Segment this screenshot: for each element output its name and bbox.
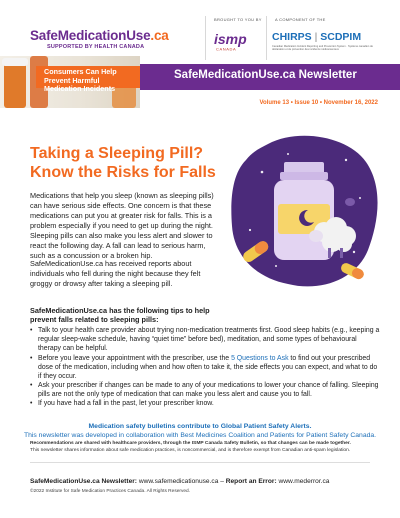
scdpim-text: SCDPIM — [320, 31, 362, 43]
report-link[interactable]: www.mederror.ca — [278, 478, 330, 485]
newsletter-title: SafeMedicationUse.ca Newsletter — [174, 69, 357, 81]
recommendations-text: This newsletter shares information about safe medication practices, is noncommercial, and is therefore exempt from Canadian anti-spam legislation. — [30, 447, 351, 453]
header-divider — [266, 16, 267, 60]
logo-ca-text: .ca — [150, 28, 169, 43]
bulletin-note — [0, 423, 400, 441]
tips-list — [30, 326, 380, 409]
ismp-logo-sub: CANADA — [216, 46, 237, 52]
copyright: ©2022 Institute for Safe Medication Practices Canada. All Rights Reserved. — [30, 489, 191, 494]
ismp-canada-logo[interactable] — [212, 30, 256, 52]
footer-divider — [30, 462, 370, 463]
footer-contact: SafeMedicationUse.ca Newsletter: www.safemedicationuse.ca – Report an Error: www.mederror.ca — [30, 478, 330, 485]
newsletter-header — [0, 0, 400, 108]
article-headline: Taking a Sleeping Pill? Know the Risks for Falls — [30, 145, 216, 181]
bottle-cap — [2, 58, 28, 66]
article-paragraph: Medications that help you sleep (known as sleeping pills) can have serious side effects. One concern is that these medications can put you at greater risk for falls. This is a problem especially if you need to get up during the night. Sleeping pills can also make you less alert and slower to react the following day. A fall can lead to serious harm, such as a concussion or a broken hip. — [30, 191, 214, 260]
list-item: • Before you leave your appointment with the prescriber, use the 5 Questions to Ask to find out your prescribed dose of the medication, including when and how often to take it, the side effects you can expect, and what to do if they occur. — [30, 354, 380, 382]
brought-to-you-label: BROUGHT TO YOU BY — [214, 17, 262, 22]
list-item: • Ask your prescriber if changes can be made to any of your medications to lower your chance of falling. Sleeping pills are not the only type of medication that can make you less alert and cause you to fall. — [30, 381, 380, 399]
report-label: Report an Error: — [225, 478, 277, 485]
safemedicationuse-logo[interactable] — [30, 28, 169, 43]
chirps-scdpim-logo[interactable]: CHIRPS | SCDPIM — [272, 31, 362, 43]
pill-bottle-orange — [4, 62, 26, 108]
bulletin-line-1: Medication safety bulletins contribute to Global Patient Safety Alerts. — [88, 423, 312, 430]
component-label: A COMPONENT OF THE — [275, 17, 326, 22]
ismp-logo-text: ismp — [214, 31, 247, 47]
recommendations-bold: Recommendations are shared with healthcare providers, through the ISMP Canada Safety Bulletin, so that changes can be made together. — [30, 441, 351, 446]
tagline-text: Consumers Can Help Prevent Harmful Medication Incidents — [44, 67, 117, 94]
issue-info: Volume 13 • Issue 10 • November 16, 2022 — [259, 100, 378, 106]
contact-link[interactable]: www.safemedicationuse.ca — [138, 478, 219, 485]
list-item: • If you have had a fall in the past, let your prescriber know. — [30, 399, 380, 408]
article-paragraph: SafeMedicationUse.ca has received reports about individuals who fell during the night because they felt groggy or drowsy after taking a sleeping pill. — [30, 259, 201, 288]
recommendations-note — [30, 441, 380, 454]
logo-subtitle: SUPPORTED BY HEALTH CANADA — [47, 44, 145, 50]
chirps-text: CHIRPS — [272, 31, 312, 43]
logo-main-text: SafeMedicationUse — [30, 28, 151, 43]
list-item: • Talk to your health care provider about trying non-medication treatments first. Good sleep habits (e.g., keeping a regular sleep-wake schedule, having “quiet time” before bed), meditation, and some types of behavioural therapy can be helpful. — [30, 326, 380, 354]
chirps-subtitle: Canadian Medication Incident Reporting and Prevention System · Système canadien de déclaration et de prévention des incidents médicamenteux — [272, 45, 373, 52]
tips-heading: SafeMedicationUse.ca has the following tips to help prevent falls related to sleeping pills: — [30, 306, 210, 325]
header-divider — [205, 16, 206, 60]
contact-label: SafeMedicationUse.ca Newsletter: — [30, 478, 138, 485]
sleeping-pill-illustration — [228, 132, 380, 292]
five-questions-link[interactable]: 5 Questions to Ask — [231, 354, 289, 362]
bulletin-line-2: This newsletter was developed in collaboration with Best Medicines Coalition and Patients for Patient Safety Canada. — [23, 431, 377, 439]
